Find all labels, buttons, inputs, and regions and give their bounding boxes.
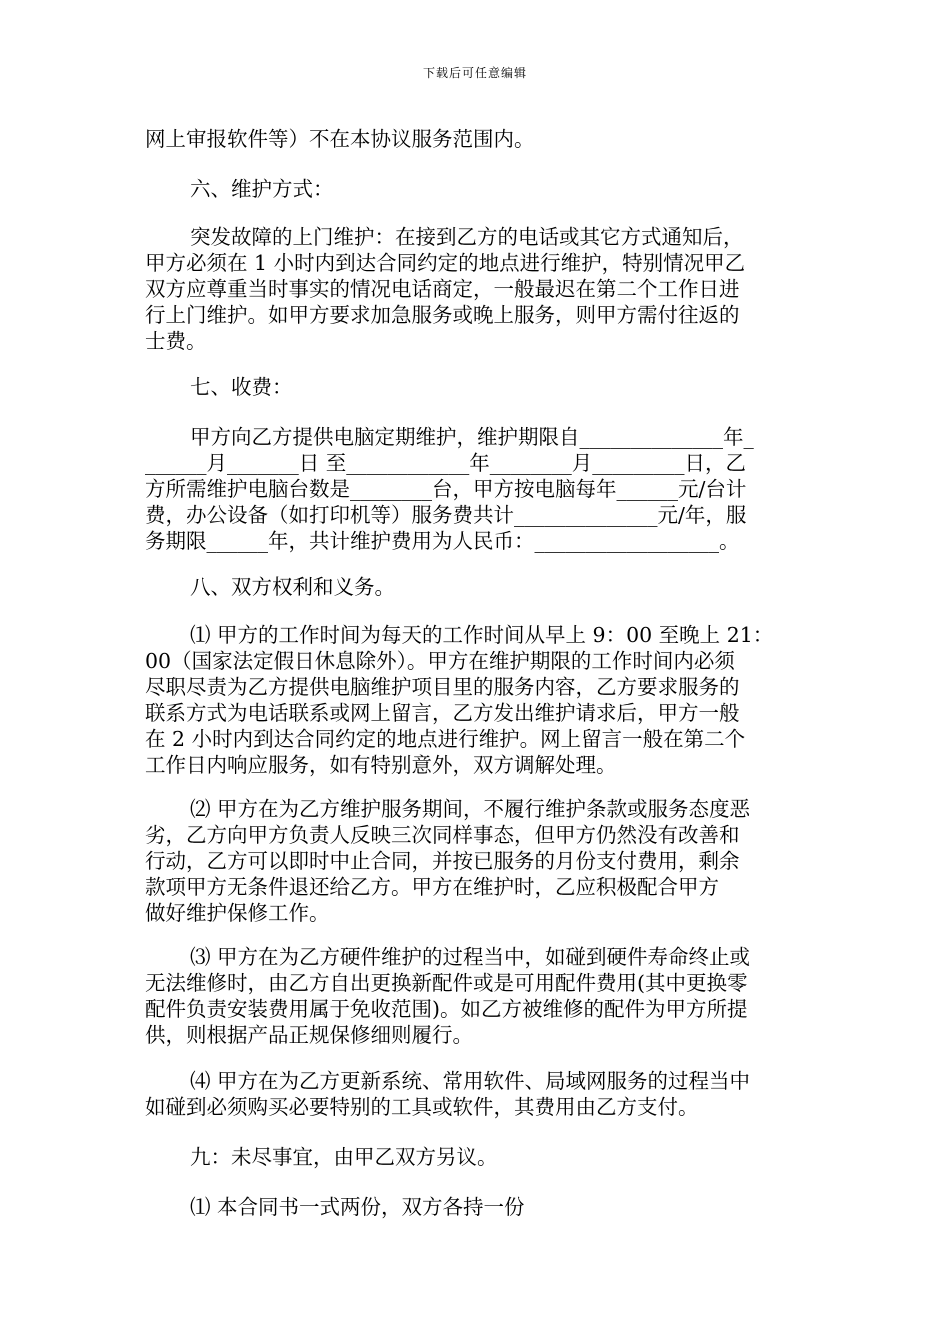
text-line: 双方应尊重当时事实的情况电话商定，一般最迟在第二个工作日进 bbox=[145, 277, 740, 301]
text-line: ⑶ 甲方在为乙方硬件维护的过程当中，如碰到硬件寿命终止或 bbox=[190, 945, 751, 969]
text-line: 八、双方权利和义务。 bbox=[190, 575, 395, 599]
text-line: 在 2 小时内到达合同约定的地点进行维护。网上留言一般在第二个 bbox=[145, 727, 746, 751]
text-line: ⑷ 甲方在为乙方更新系统、常用软件、局域网服务的过程当中 bbox=[190, 1069, 751, 1093]
paragraph bbox=[145, 622, 807, 778]
text-line: 无法维修时，由乙方自出更换新配件或是可用配件费用(其中更换零 bbox=[145, 971, 748, 995]
paragraph bbox=[145, 126, 807, 152]
text-line: 做好维护保修工作。 bbox=[145, 901, 330, 925]
paragraph bbox=[145, 224, 807, 354]
paragraph bbox=[145, 176, 807, 202]
paragraph bbox=[145, 374, 807, 400]
text-line: ______月_______日 至____________年________月_________日，乙 bbox=[145, 451, 747, 475]
text-line: 六、维护方式： bbox=[190, 177, 334, 201]
paragraph bbox=[145, 796, 807, 926]
text-line: 如碰到必须购买必要特别的工具或软件，其费用由乙方支付。 bbox=[145, 1095, 699, 1119]
paragraph bbox=[145, 1144, 807, 1170]
paragraph bbox=[145, 1068, 807, 1120]
text-line: ⑵ 甲方在为乙方维护服务期间，不履行维护条款或服务态度恶 bbox=[190, 797, 751, 821]
text-line: 突发故障的上门维护：在接到乙方的电话或其它方式通知后， bbox=[190, 225, 744, 249]
text-line: 网上审报软件等）不在本协议服务范围内。 bbox=[145, 127, 535, 151]
paragraph bbox=[145, 944, 807, 1048]
text-line: 士费。 bbox=[145, 329, 207, 353]
text-line: 配件负责安装费用属于免收范围)。如乙方被维修的配件为甲方所提 bbox=[145, 997, 748, 1021]
text-line: ⑴ 本合同书一式两份，双方各持一份 bbox=[190, 1195, 525, 1219]
text-line: 工作日内响应服务，如有特别意外，双方调解处理。 bbox=[145, 753, 617, 777]
text-line: 费，办公设备（如打印机等）服务费共计______________元/年，服 bbox=[145, 503, 747, 527]
text-line: 甲方必须在 1 小时内到达合同约定的地点进行维护，特别情况甲乙 bbox=[145, 251, 746, 275]
text-line: 甲方向乙方提供电脑定期维护，维护期限自______________年_ bbox=[190, 425, 754, 449]
text-line: 行动，乙方可以即时中止合同，并按已服务的月份支付费用，剩余 bbox=[145, 849, 740, 873]
text-line: 七、收费： bbox=[190, 375, 293, 399]
text-line: 行上门维护。如甲方要求加急服务或晚上服务，则甲方需付往返的 bbox=[145, 303, 740, 327]
text-line: 劣，乙方向甲方负责人反映三次同样事态，但甲方仍然没有改善和 bbox=[145, 823, 740, 847]
text-line: 尽职尽责为乙方提供电脑维护项目里的服务内容，乙方要求服务的 bbox=[145, 675, 740, 699]
text-line: 供，则根据产品正规保修细则履行。 bbox=[145, 1023, 473, 1047]
text-line: 联系方式为电话联系或网上留言，乙方发出维护请求后，甲方一般 bbox=[145, 701, 740, 725]
text-line: 务期限______年，共计维护费用为人民币：__________________。 bbox=[145, 529, 740, 553]
text-line: ⑴ 甲方的工作时间为每天的工作时间从早上 9：00 至晚上 21： bbox=[190, 623, 774, 647]
page-header: 下载后可任意编辑 bbox=[422, 66, 527, 80]
paragraph bbox=[145, 1194, 807, 1220]
text-line: 款项甲方无条件退还给乙方。甲方在维护时，乙应积极配合甲方 bbox=[145, 875, 719, 899]
text-line: 九：未尽事宜，由甲乙双方另议。 bbox=[190, 1145, 498, 1169]
paragraph bbox=[145, 574, 807, 600]
text-line: 方所需维护电脑台数是________台，甲方按电脑每年______元/台计 bbox=[145, 477, 747, 501]
paragraph bbox=[145, 424, 807, 554]
text-line: 00（国家法定假日休息除外）。甲方在维护期限的工作时间内必须 bbox=[145, 649, 735, 673]
